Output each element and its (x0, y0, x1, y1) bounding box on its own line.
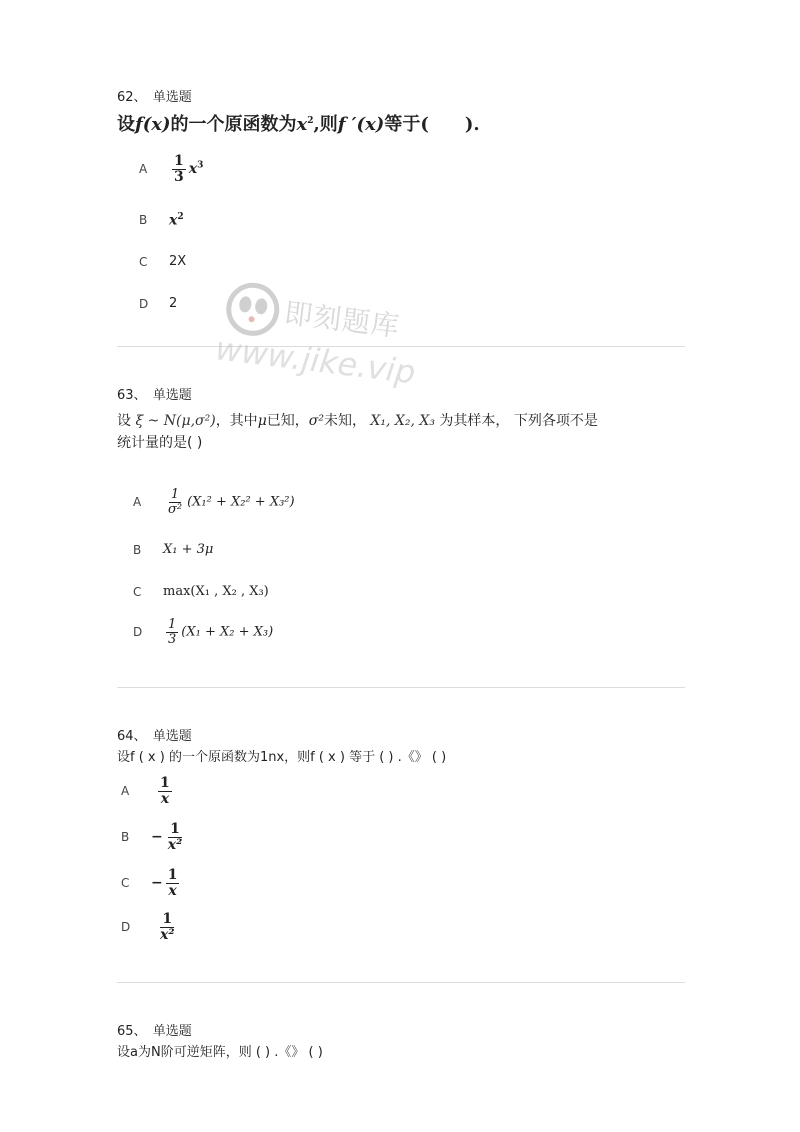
panda-logo-icon (219, 276, 286, 343)
question-type: 单选题 (152, 90, 192, 105)
question-62 (117, 86, 685, 139)
question-stem: 设f(x)的一个原函数为$x^2$,则f ′(x)等于( ). (117, 114, 480, 135)
question-header (117, 86, 685, 105)
option-b[interactable]: B $x^2$ (139, 212, 184, 229)
option-d[interactable]: D $\frac{1}{3}$ (X₁ + X₂ + X₃) (133, 617, 274, 647)
question-stem: 设a为N阶可逆矩阵，则 ( ) .《》 ( ) (117, 1045, 323, 1060)
option-b[interactable]: B X₁ + 3μ (133, 542, 214, 557)
question-header: 63、 单选题 (117, 388, 192, 403)
question-header: 65、 单选题 (117, 1024, 192, 1039)
question-number: 62、 (117, 90, 147, 105)
divider (117, 687, 685, 688)
divider (117, 346, 685, 347)
question-63 (117, 384, 685, 454)
option-c[interactable]: C 2X (139, 254, 187, 269)
question-65 (117, 1020, 685, 1063)
question-stem: 设 ξ ~ N(μ,σ²)，其中μ已知，σ²未知， X₁, X₂, X₃ 为其样本， 下列各项不是 统计量的是( ) (117, 413, 598, 451)
option-b[interactable]: B − $\frac{1}{\text{x²}}$ (121, 821, 183, 853)
option-a[interactable]: A $\frac{1}{3}$ $x^3$ (139, 153, 204, 185)
question-stem: 设f ( x ) 的一个原函数为1nx，则f ( x ) 等于 ( ) .《》 ( ) (117, 750, 447, 765)
option-d[interactable]: D $\frac{1}{\text{x²}}$ (121, 911, 175, 943)
question-header: 64、 单选题 (117, 729, 192, 744)
question-64 (117, 725, 685, 768)
watermark-brand: 即刻题库 (282, 296, 402, 344)
divider (117, 982, 685, 983)
watermark-url: www.jike.vip (213, 329, 418, 392)
option-c[interactable]: C max(X₁ , X₂ , X₃) (133, 584, 269, 599)
option-d[interactable]: D 2 (139, 296, 178, 311)
option-c[interactable]: C − $\frac{1}{x}$ (121, 867, 178, 899)
option-a[interactable]: A $\frac{1}{x}$ (121, 775, 170, 807)
option-a[interactable]: A $\frac{1}{\text{σ²}}$ (X₁² + X₂² + X₃²) (133, 487, 295, 517)
